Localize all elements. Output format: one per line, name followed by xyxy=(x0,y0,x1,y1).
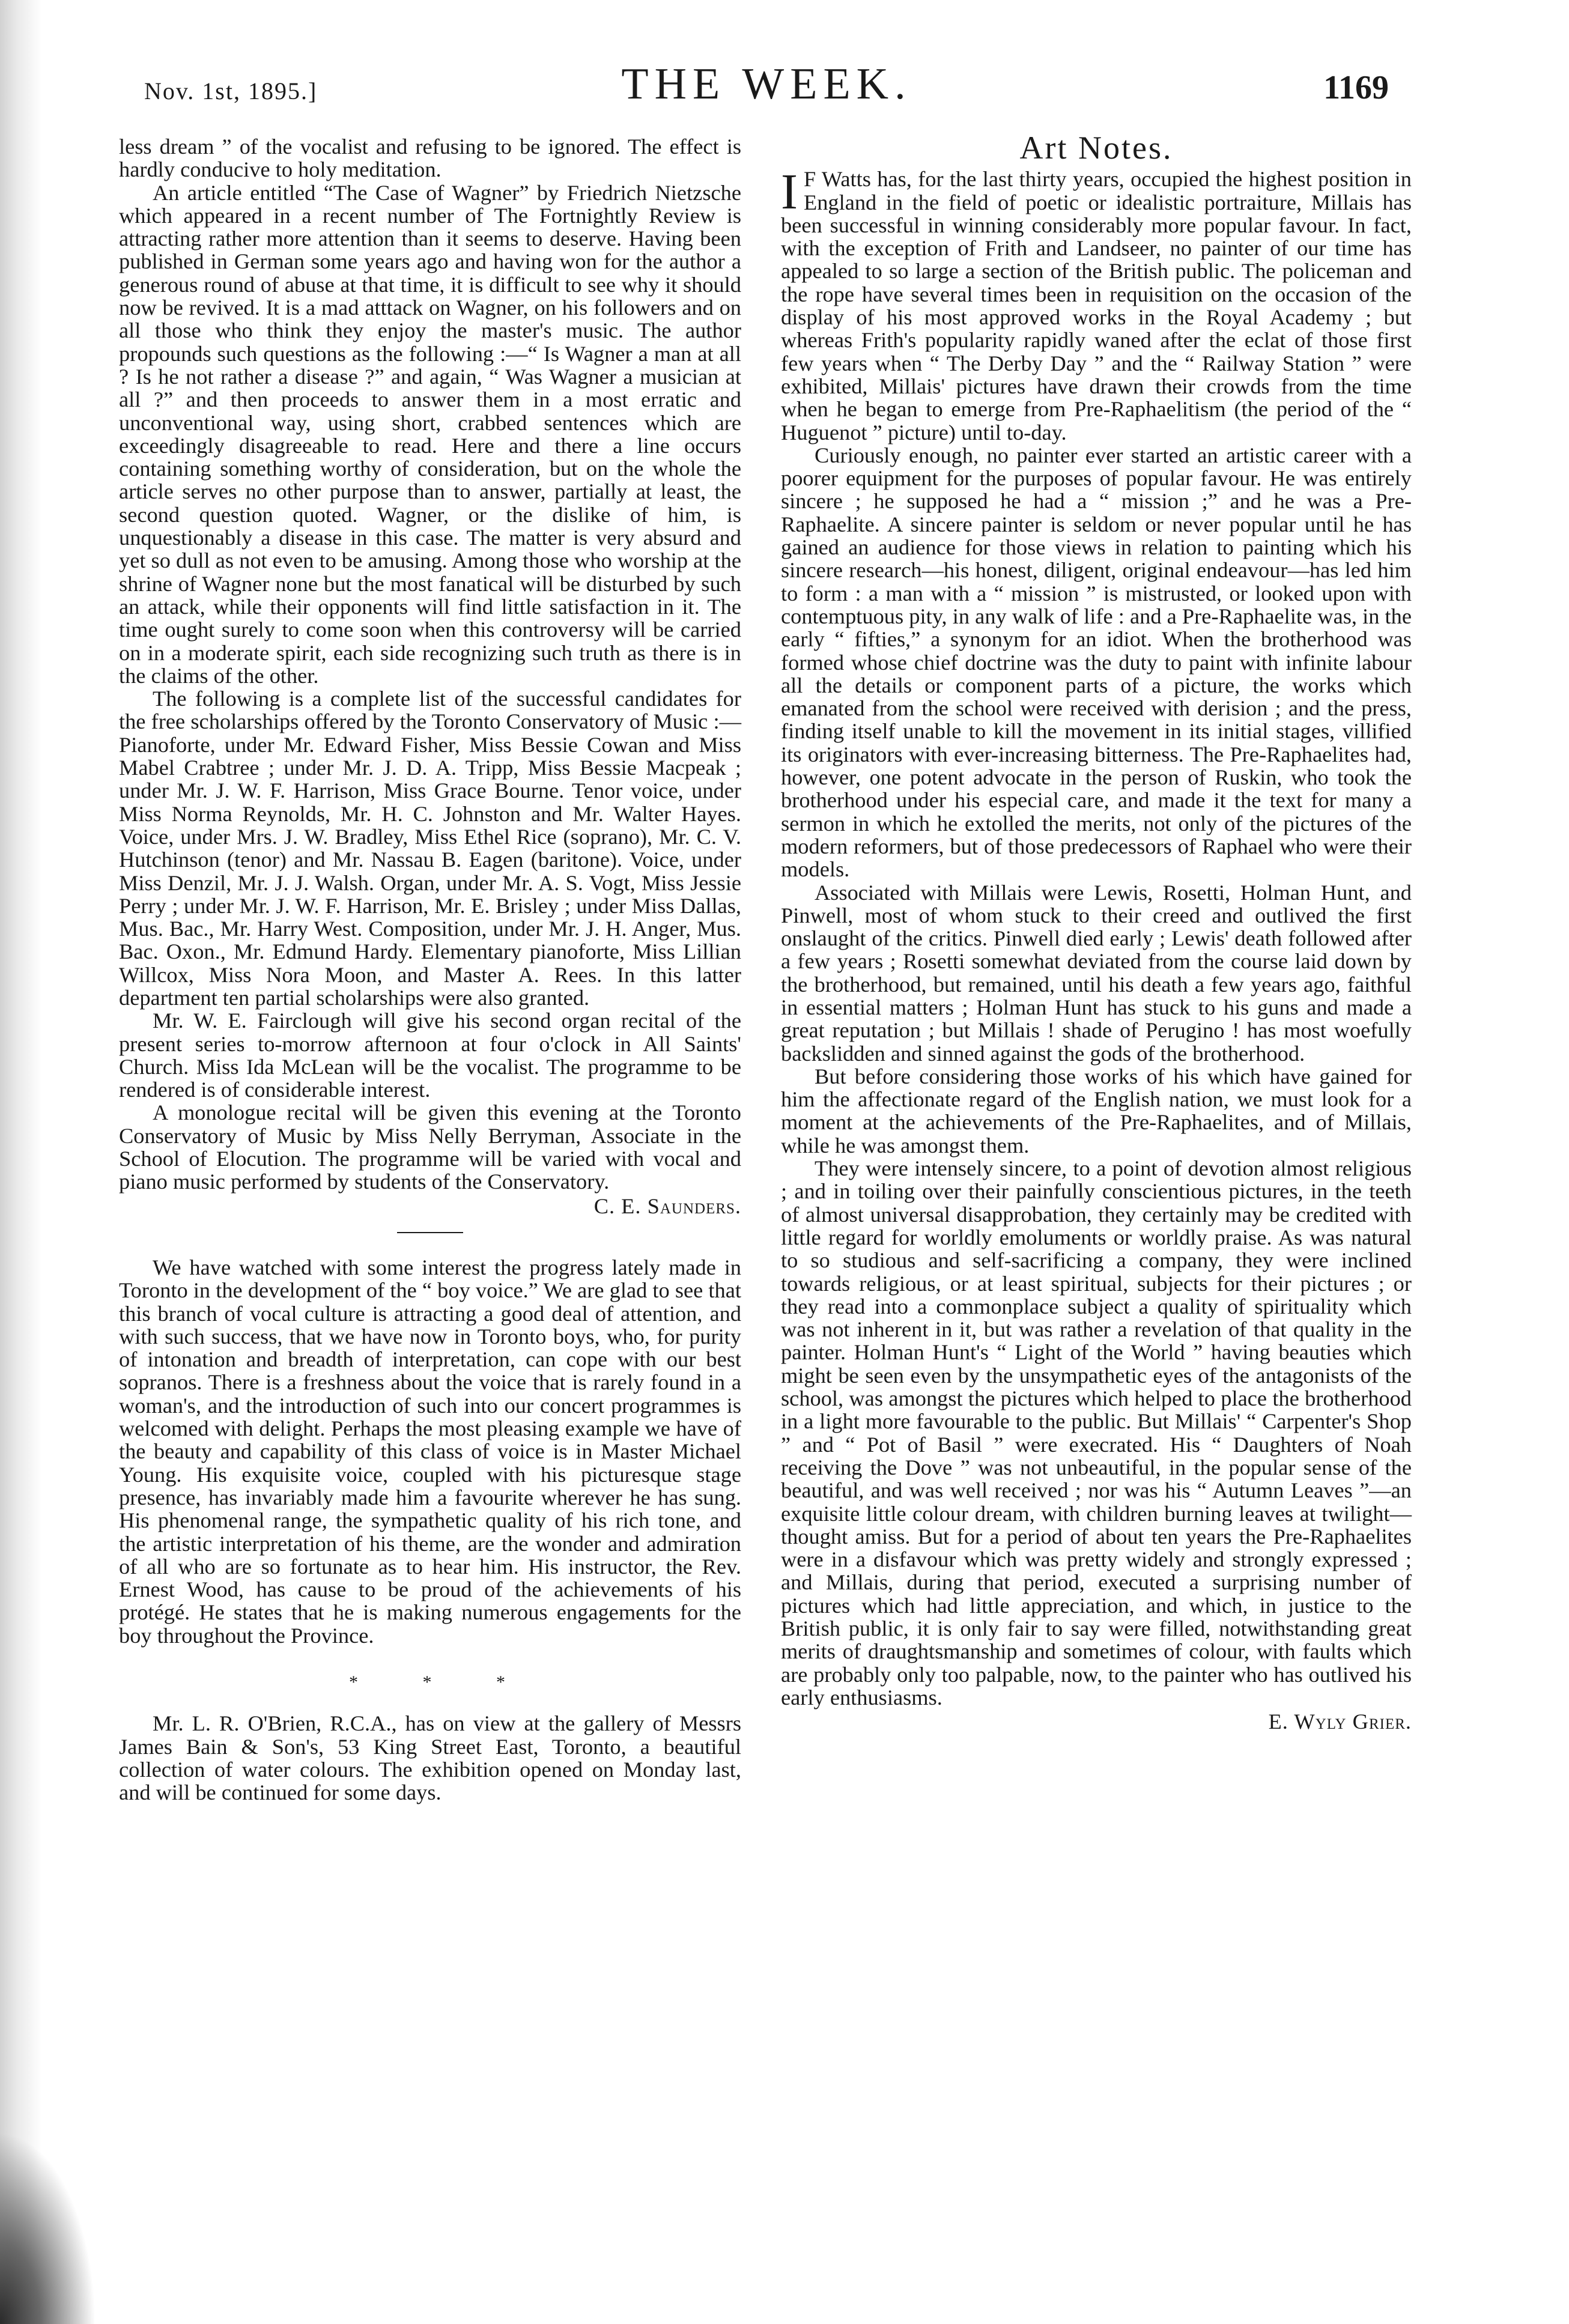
paragraph-poor-equipment: Curiously enough, no painter ever started an artistic career with a poorer equipment for the purposes of popular favour. He was entirely sincere ; he supposed he had a “ mission ;” and he was a Pre-Raphaelite. A sincere painter is seldom or never popular until he has gained an audience for those views in relation to painting which his sincere research—his honest, diligent, original endeavour—has led him to form : a man with a “ mission ” is mistrusted, or looked upon with contemptuous pity, in any walk of life : and a Pre-Raphaelite was, in the early “ fifties,” a synonym for an idiot. When the brotherhood was formed whose chief doctrine was the duty to paint with infinite labour all the details or component parts of a picture, the works which emanated from the school were received with derision ; and the press, finding itself unable to kill the movement in its initial stages, villified its originators with ever-increasing bitterness. The Pre-Raphaelites had, however, one potent advocate in the person of Ruskin, who took the brotherhood under his especial care, and made it the text for many a sermon in which he extolled the merits, not only of the pictures of the modern reformers, but of those predecessors of Raphael who were their models. xyxy=(781,443,1412,882)
page-header xyxy=(144,54,1389,126)
paragraph-watts-millais-text: F Watts has, for the last thirty years, occupied the highest position in England in the field of poetic or idealistic portraiture, Millais has been successful in winning considerably more popular favour. In fact, with the exception of Frith and Landseer, no painter of our time has appealed to so large a section of the British public. The policeman and the rope have several times been in requisition on the occasion of the display of his most approved works in the Royal Academy ; but whereas Frith's popularity rapidly waned after the eclat of those first few years when “ The Derby Day ” and the “ Railway Station ” were exhibited, Millais' pictures have drawn their crowds from the time when he began to emerge from Pre-Raphaelitism (the period of the “ Huguenot ” picture) until to-day. xyxy=(781,167,1412,444)
asterism-separator: * * * xyxy=(349,1672,535,1692)
page-number: 1169 xyxy=(1323,69,1389,106)
paragraph-organ-recital: Mr. W. E. Fairclough will give his second organ recital of the present series to-morrow afternoon at four o'clock in All Saints' Church. Miss Ida McLean will be the vocalist. The programme to be rendered is of considerable interest. xyxy=(119,1009,741,1102)
paragraph-before-considering: But before considering those works of his which have gained for him the affectionate regard of the English nation, we must look for a moment at the achievements of the Pre-Raphaelites, and of Millais, while he was amongst them. xyxy=(781,1064,1412,1157)
paragraph-associates: Associated with Millais were Lewis, Rosetti, Holman Hunt, and Pinwell, most of whom stuck to their creed and outlived the first onslaught of the critics. Pinwell died early ; Lewis' death followed after a few years ; Rosetti somewhat deviated from the course laid down by the brotherhood, but remained, until his death a few years ago, faithful in essential matters ; Holman Hunt has stuck to his guns and made a great reputation ; but Millais ! shade of Perugino ! has most woefully backslidden and sinned against the gods of the brotherhood. xyxy=(781,880,1412,1066)
paragraph-watts-millais xyxy=(781,164,1412,444)
publication-title: THE WEEK. xyxy=(621,59,912,109)
left-column xyxy=(119,135,741,1804)
paragraph-obrien-exhibition: Mr. L. R. O'Brien, R.C.A., has on view at the gallery of Messrs James Bain & Son's, 53 King Street East, Toronto, a beautiful collection of water colours. The exhibition opened on Monday last, and will be continued for some days. xyxy=(119,1711,741,1805)
paragraph-boy-voice: We have watched with some interest the progress lately made in Toronto in the development of the “ boy voice.” We are glad to see that this branch of vocal culture is attracting a good deal of attention, and with such success, that we have now in Toronto boys, who, for purity of intonation and breadth of interpretation, can cope with our best sopranos. There is a freshness about the voice that is rarely found in a woman's, and the introduction of such into our concert programmes is welcomed with delight. Perhaps the most pleasing example we have of the beauty and capability of this class of voice is in Master Michael Young. His exquisite voice, coupled with his picturesque stage presence, has invariably made him a favourite wherever he has sung. His phenomenal range, the sympathetic quality of his rich tone, and the artistic interpretation of his theme, are the wonder and admiration of all who are so fortunate as to hear him. His instructor, the Rev. Ernest Wood, has cause to be proud of the achievements of his protégé. He states that he is making numerous engagements for the boy throughout the Province. xyxy=(119,1255,741,1648)
right-column xyxy=(781,130,1412,1734)
paragraph-monologue-recital: A monologue recital will be given this evening at the Toronto Conservatory of Music by Miss Nelly Berryman, Associate in the School of Elocution. The programme will be varied with vocal and piano music performed by students of the Conservatory. xyxy=(119,1100,741,1194)
section-title-art-notes: Art Notes. xyxy=(1019,130,1173,166)
scan-corner-smudge xyxy=(0,2132,96,2324)
section-divider xyxy=(397,1232,463,1233)
signature-saunders: C. E. Saunders. xyxy=(593,1194,741,1218)
paragraph-continued: less dream ” of the vocalist and refusing to be ignored. The effect is hardly conducive to holy meditation. xyxy=(119,135,741,182)
issue-date: Nov. 1st, 1895.] xyxy=(144,77,318,105)
signature-grier: E. Wyly Grier. xyxy=(1268,1710,1412,1734)
paragraph-scholarships: The following is a complete list of the successful candidates for the free scholarships offered by the Toronto Conservatory of Music :—Pianoforte, under Mr. Edward Fisher, Miss Bessie Cowan and Miss Mabel Crabtree ; under Mr. J. D. A. Tripp, Miss Bessie Macpeak ; under Mr. J. W. F. Harrison, Miss Grace Bourne. Tenor voice, under Miss Norma Reynolds, Mr. H. C. Johnston and Mr. Walter Hayes. Voice, under Mrs. J. W. Bradley, Miss Ethel Rice (soprano), Mr. C. V. Hutchinson (tenor) and Mr. Nassau B. Eagen (baritone). Voice, under Miss Denzil, Mr. J. J. Walsh. Organ, under Mr. A. S. Vogt, Miss Jessie Perry ; under Mr. J. W. F. Harrison, Mr. E. Brisley ; under Miss Dallas, Mus. Bac., Mr. Harry West. Composition, under Mr. J. H. Anger, Mus. Bac. Oxon., Mr. Edmund Hardy. Elementary pianoforte, Miss Lillian Willcox, Miss Nora Moon, and Master A. Rees. In this latter department ten partial scholarships were also granted. xyxy=(119,687,741,1010)
scan-edge-shadow xyxy=(0,0,42,2324)
paragraph-wagner-article: An article entitled “The Case of Wagner” by Friedrich Nietzsche which appeared in a recent number of The Fortnightly Review is attracting rather more attention than it seems to deserve. Having been published in German some years ago and having won for the author a generous round of abuse at that time, it is difficult to see why it should now be revived. It is a mad atttack on Wagner, on his followers and on all those who think they enjoy the master's music. The author propounds such questions as the following :—“ Is Wagner a man at all ? Is he not rather a disease ?” and again, “ Was Wagner a musician at all ?” and then proceeds to answer them in a most erratic and unconventional way, using short, crabbed sentences which are exceedingly disagreeable to read. Here and there a line occurs containing something worthy of consideration, but on the whole the article serves no other purpose than to answer, partially at least, the second question quoted. Wagner, or the dislike of him, is unquestionably a disease in this case. The matter is very absurd and yet so dull as not even to be amusing. Among those who worship at the shrine of Wagner none but the most fanatical will be disturbed by such an attack, while their opponents will find little satisfaction in it. The time ought surely to come soon when this controversy will be carried on in a moderate spirit, each side recognizing such truth as there is in the claims of the other. xyxy=(119,180,741,688)
paragraph-intensely-sincere: They were intensely sincere, to a point of devotion almost religious ; and in toiling over their painfully conscientious pictures, in the teeth of almost universal disapprobation, they certainly may be credited with little regard for worldly emoluments or worldly praise. As was natural to so studious and self-sacrificing a company, they were inclined towards religious, or at least spiritual, subjects for their pictures ; or they read into a commonplace subject a quality of spirituality which was not inherent in it, but was rather a revelation of that quality in the painter. Holman Hunt's “ Light of the World ” having beauties which might be seen even by the unsympathetic eyes of the antagonists of the school, was amongst the pictures which helped to place the brotherhood in a light more favourable to the public. But Millais' “ Carpenter's Shop ” and “ Pot of Basil ” were execrated. His “ Daughters of Noah receiving the Dove ” was not unbeautiful, in the popular sense of the beautiful, and was well received ; nor was his “ Autumn Leaves ”—an exquisite little colour dream, with children burning leaves at twilight—thought amiss. But for a period of about ten years the Pre-Raphaelites were in a disfavour which was pretty widely and strongly expressed ; and Millais, during that period, executed a surprising number of pictures which had little appreciation, and which, in justice to the British public, it is only fair to say were filled, notwithstanding great merits of draughtsmanship and sometimes of colour, with faults which are probably only too palpable, now, to the painter who has outlived his early enthusiasms. xyxy=(781,1156,1412,1710)
drop-cap: I xyxy=(781,164,798,220)
